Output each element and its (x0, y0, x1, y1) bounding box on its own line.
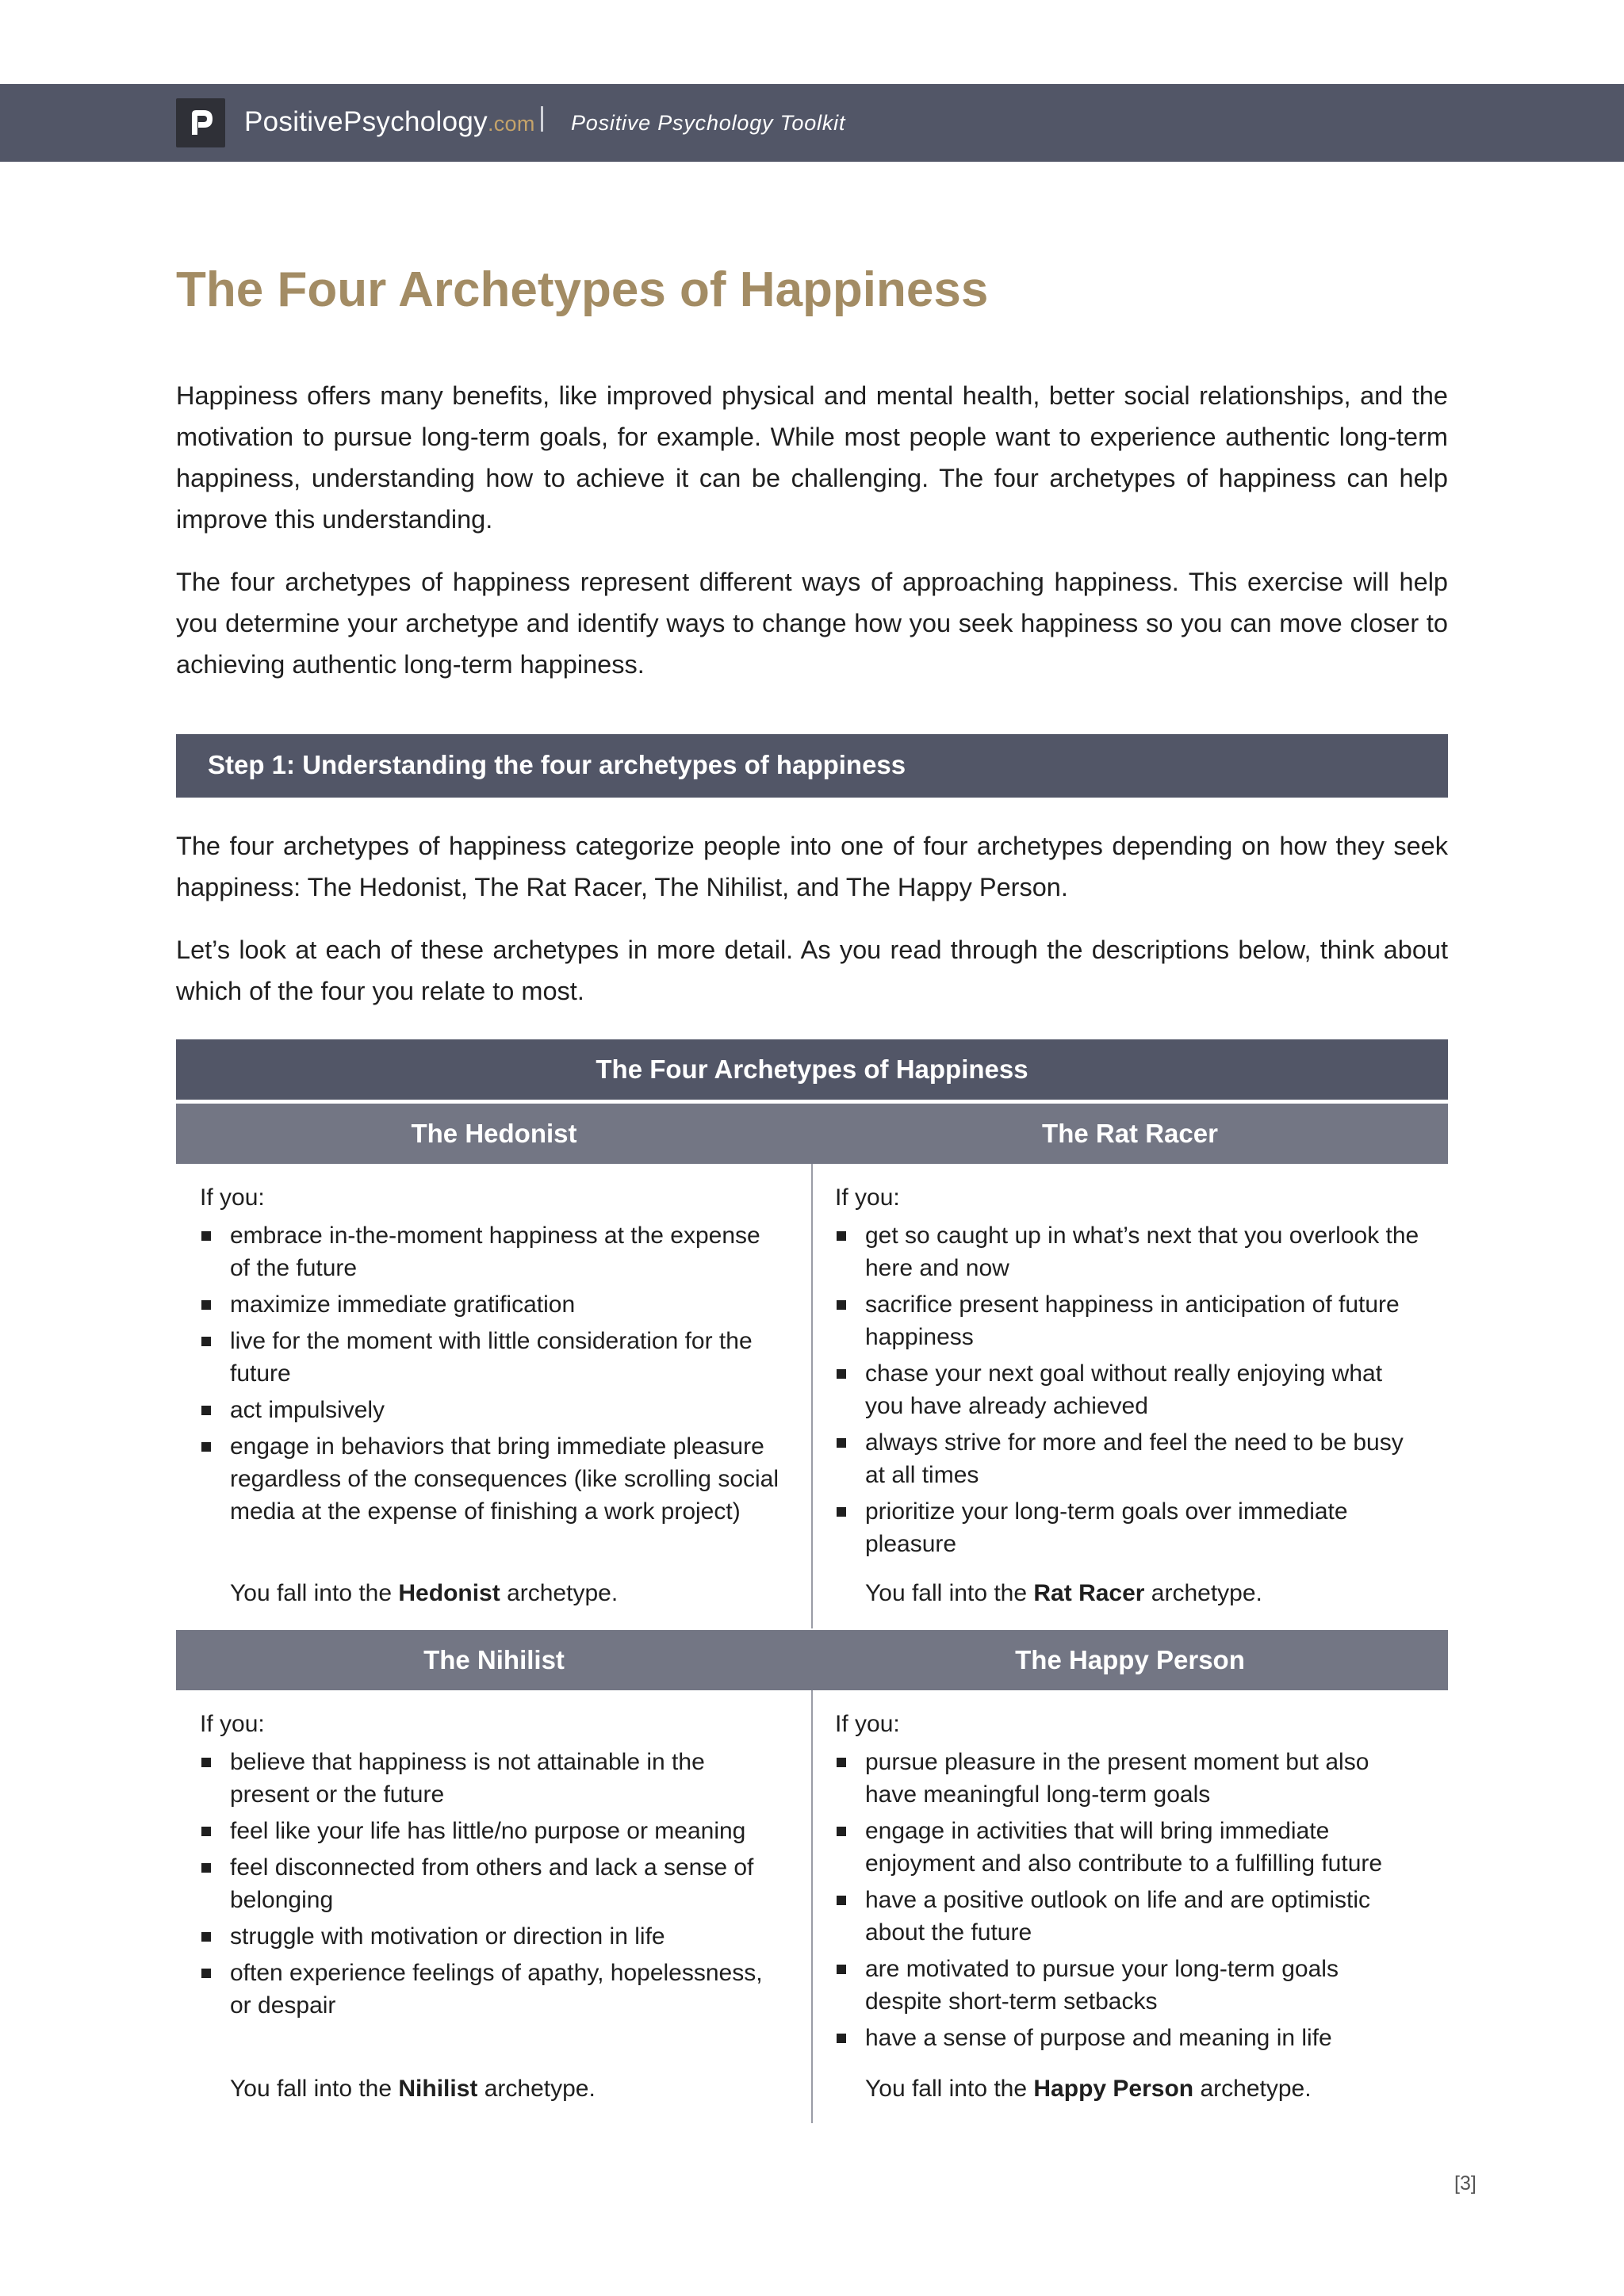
rat-racer-result (865, 1577, 1262, 1610)
nihilist-result (230, 2072, 596, 2106)
list-item-text: prioritize your long-term goals over immediate pleasure (865, 1498, 1348, 1557)
bullet-icon (201, 1300, 211, 1310)
result-archetype: Nihilist (398, 2076, 478, 2102)
list-item-text: get so caught up in what’s next that you overlook the here and now (865, 1223, 1419, 1281)
nihilist-list (200, 1746, 787, 2026)
rat-racer-intro: If you: (835, 1184, 900, 1211)
bullet-icon (201, 1406, 211, 1415)
archetypes-table-title: The Four Archetypes of Happiness (176, 1039, 1448, 1100)
result-suffix: archetype. (500, 1580, 619, 1606)
list-item (200, 1746, 787, 1811)
hedonist-list (200, 1219, 787, 1532)
list-item-text: are motivated to pursue your long-term goals despite short-term setbacks (865, 1956, 1339, 2015)
header-separator (541, 106, 543, 132)
list-item-text: struggle with motivation or direction in life (230, 1923, 665, 1950)
list-item-text: chase your next goal without really enjoying what you have already achieved (865, 1360, 1383, 1419)
result-prefix: You fall into the (230, 1580, 399, 1606)
list-item-text: believe that happiness is not attainable in the present or the future (230, 1749, 705, 1808)
page-number: [3] (1454, 2172, 1477, 2195)
list-item (835, 1815, 1422, 1880)
happy-person-cell (835, 1708, 1422, 2120)
nihilist-header: The Nihilist (176, 1630, 812, 1690)
list-item-text: act impulsively (230, 1397, 385, 1423)
bullet-icon (837, 1827, 846, 1836)
bullet-icon (201, 1442, 211, 1452)
list-item (835, 1495, 1422, 1560)
bullet-icon (201, 1231, 211, 1241)
hedonist-result (230, 1577, 618, 1610)
list-item (200, 1430, 787, 1528)
header-bar (0, 84, 1624, 162)
step-1-heading: Step 1: Understanding the four archetypes of happiness (208, 750, 906, 779)
list-item-text: feel disconnected from others and lack a sense of belonging (230, 1854, 754, 1913)
list-item-text: engage in activities that will bring immediate enjoyment and also contribute to a fulfilling future (865, 1818, 1383, 1877)
intro-paragraph-1: Happiness offers many benefits, like improved physical and mental health, better social relationships, and the motivation to pursue long-term goals, for example. While most people want to experience authentic long-term happiness, understanding how to achieve it can be challenging. The four archetypes of happiness can help improve this understanding. (176, 381, 1448, 534)
step-1-paragraph-2: Let’s look at each of these archetypes in more detail. As you read through the descriptions below, think about which of the four you relate to most. (176, 936, 1448, 1005)
happy-person-header: The Happy Person (812, 1630, 1448, 1690)
result-archetype: Rat Racer (1033, 1580, 1145, 1606)
list-item (835, 1288, 1422, 1353)
step-1-heading-bar (176, 734, 1448, 798)
result-suffix: archetype. (1144, 1580, 1262, 1606)
positivepsychology-logo-icon (176, 98, 225, 147)
list-item-text: engage in behaviors that bring immediate pleasure regardless of the consequences (like scrolling social media at the expense of finishing a work project) (230, 1433, 779, 1525)
hedonist-intro: If you: (200, 1184, 265, 1211)
brand-name (244, 106, 535, 138)
list-item-text: sacrifice present happiness in anticipation of future happiness (865, 1292, 1400, 1350)
table-divider-top (811, 1164, 813, 1628)
result-prefix: You fall into the (230, 2076, 399, 2102)
list-item (835, 2022, 1422, 2054)
list-item-text: maximize immediate gratification (230, 1292, 576, 1318)
list-item-text: live for the moment with little consideration for the future (230, 1328, 753, 1387)
intro-paragraph-2: The four archetypes of happiness represent different ways of approaching happiness. This exercise will help you determine your archetype and identify ways to change how you seek happiness so you can move closer to achieving authentic long-term happiness. (176, 568, 1448, 679)
bullet-icon (837, 1231, 846, 1241)
result-suffix: archetype. (1193, 2076, 1312, 2102)
result-archetype: Hedonist (398, 1580, 500, 1606)
list-item (835, 1357, 1422, 1422)
rat-racer-list (835, 1219, 1422, 1564)
brand-suffix: .com (487, 112, 535, 136)
rat-racer-cell (835, 1181, 1422, 1617)
happy-person-result (865, 2072, 1312, 2106)
list-item (835, 1426, 1422, 1491)
bullet-icon (201, 1863, 211, 1873)
result-archetype: Happy Person (1033, 2076, 1194, 2102)
list-item (835, 1219, 1422, 1284)
list-item (200, 1219, 787, 1284)
happy-person-intro: If you: (835, 1711, 900, 1737)
list-item (200, 1920, 787, 1953)
bullet-icon (837, 1965, 846, 1974)
list-item (200, 1815, 787, 1847)
bullet-icon (837, 1507, 846, 1517)
list-item (200, 1325, 787, 1390)
list-item (835, 1746, 1422, 1811)
list-item-text: feel like your life has little/no purpose or meaning (230, 1818, 746, 1844)
page-title: The Four Archetypes of Happiness (176, 262, 989, 317)
bullet-icon (837, 1758, 846, 1767)
hedonist-cell (200, 1181, 787, 1617)
result-prefix: You fall into the (865, 1580, 1034, 1606)
hedonist-header: The Hedonist (176, 1104, 812, 1164)
step-1-paragraph-1: The four archetypes of happiness categorize people into one of four archetypes depending on how they seek happiness: The Hedonist, The Rat Racer, The Nihilist, and The Happy Person. (176, 832, 1448, 901)
bullet-icon (201, 1932, 211, 1942)
nihilist-intro: If you: (200, 1711, 265, 1737)
list-item (200, 1394, 787, 1426)
bullet-icon (837, 1369, 846, 1379)
rat-racer-header: The Rat Racer (812, 1104, 1448, 1164)
table-divider-bottom (811, 1690, 813, 2123)
bullet-icon (837, 2034, 846, 2043)
bullet-icon (201, 1758, 211, 1767)
bullet-icon (837, 1896, 846, 1905)
list-item-text: often experience feelings of apathy, hopelessness, or despair (230, 1960, 763, 2019)
happy-person-list (835, 1746, 1422, 2058)
brand-main: PositivePsychology (244, 106, 488, 137)
result-prefix: You fall into the (865, 2076, 1034, 2102)
list-item (200, 1957, 787, 2022)
nihilist-cell (200, 1708, 787, 2120)
result-suffix: archetype. (477, 2076, 596, 2102)
bullet-icon (201, 1337, 211, 1346)
list-item-text: have a positive outlook on life and are optimistic about the future (865, 1887, 1371, 1946)
bullet-icon (201, 1969, 211, 1978)
list-item (835, 1953, 1422, 2018)
toolkit-label: Positive Psychology Toolkit (571, 111, 846, 135)
list-item (200, 1851, 787, 1916)
list-item (835, 1884, 1422, 1949)
bullet-icon (837, 1300, 846, 1310)
bullet-icon (837, 1438, 846, 1448)
bullet-icon (201, 1827, 211, 1836)
list-item-text: embrace in-the-moment happiness at the expense of the future (230, 1223, 760, 1281)
list-item-text: pursue pleasure in the present moment but also have meaningful long-term goals (865, 1749, 1369, 1808)
list-item-text: have a sense of purpose and meaning in life (865, 2025, 1332, 2051)
list-item (200, 1288, 787, 1321)
list-item-text: always strive for more and feel the need to be busy at all times (865, 1429, 1404, 1488)
